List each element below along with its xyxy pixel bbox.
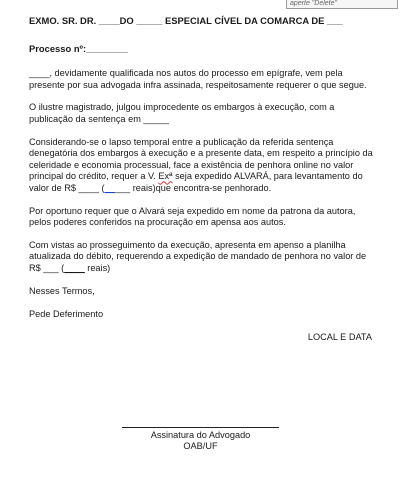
paragraph-intro: ____, devidamente qualificada nos autos do processo em epígrafe, vem pela presente por sua advogada infra assinada, respeitosamente requerer o que segue.	[29, 68, 367, 90]
signature-oab: OAB/UF	[183, 440, 218, 451]
paragraph-patrona: Por oportuno requer que o Alvará seja expedido em nome da patrona da autora, pelos poderes conferidos na procuração em apensa aos autos.	[29, 205, 356, 228]
paragraph-judgment: O ilustre magistrado, julgou improcedente os embargos à execução, com a publicação da sentença em _____	[29, 102, 335, 124]
signature-block	[122, 427, 279, 451]
petition-document	[29, 15, 374, 343]
place-date: LOCAL E DATA	[307, 331, 372, 342]
p3-text-a: Considerando-se o lapso temporal entre a publicação da referida sentença denegatória dos embargos à execução e a presente data, em respeito a princípio da celeridade e economia processual, face a existência de penhora online no valor principal do crédito, requer a V.	[29, 136, 373, 182]
signature-label: Assinatura do Advogado	[150, 430, 251, 440]
p5-blank: ____	[64, 262, 85, 273]
signature-line	[122, 427, 279, 429]
p3-blank: __	[104, 182, 115, 193]
p3-text-c: ___ reais)que encontra-se penhorado.	[114, 182, 272, 193]
closing-terms: Nesses Termos,	[29, 285, 95, 296]
request-deferment: Pede Deferimento	[29, 309, 104, 320]
p3-excellency: Exª	[158, 171, 173, 182]
p5-text-a: Com vistas ao prosseguimento da execução, apresenta em apenso a planilha atualizada do débito, requerendo a expedição de mandado de penhora no valor de R$ ___ (	[29, 239, 367, 273]
p3-text-b: seja expedido ALVARÁ, para levantamento do valor de R$ ____ (	[29, 171, 363, 193]
p5-text-b: reais)	[84, 262, 111, 273]
document-heading: EXMO. SR. DR. ____DO _____ ESPECIAL CÍVEL DA COMARCA DE ___	[29, 15, 343, 26]
paragraph-alvara-request	[29, 137, 374, 195]
paragraph-penhora	[29, 240, 374, 275]
delete-hint-tooltip: aperte "Delete"	[286, 0, 398, 9]
case-number: Processo nº:________	[29, 42, 128, 54]
